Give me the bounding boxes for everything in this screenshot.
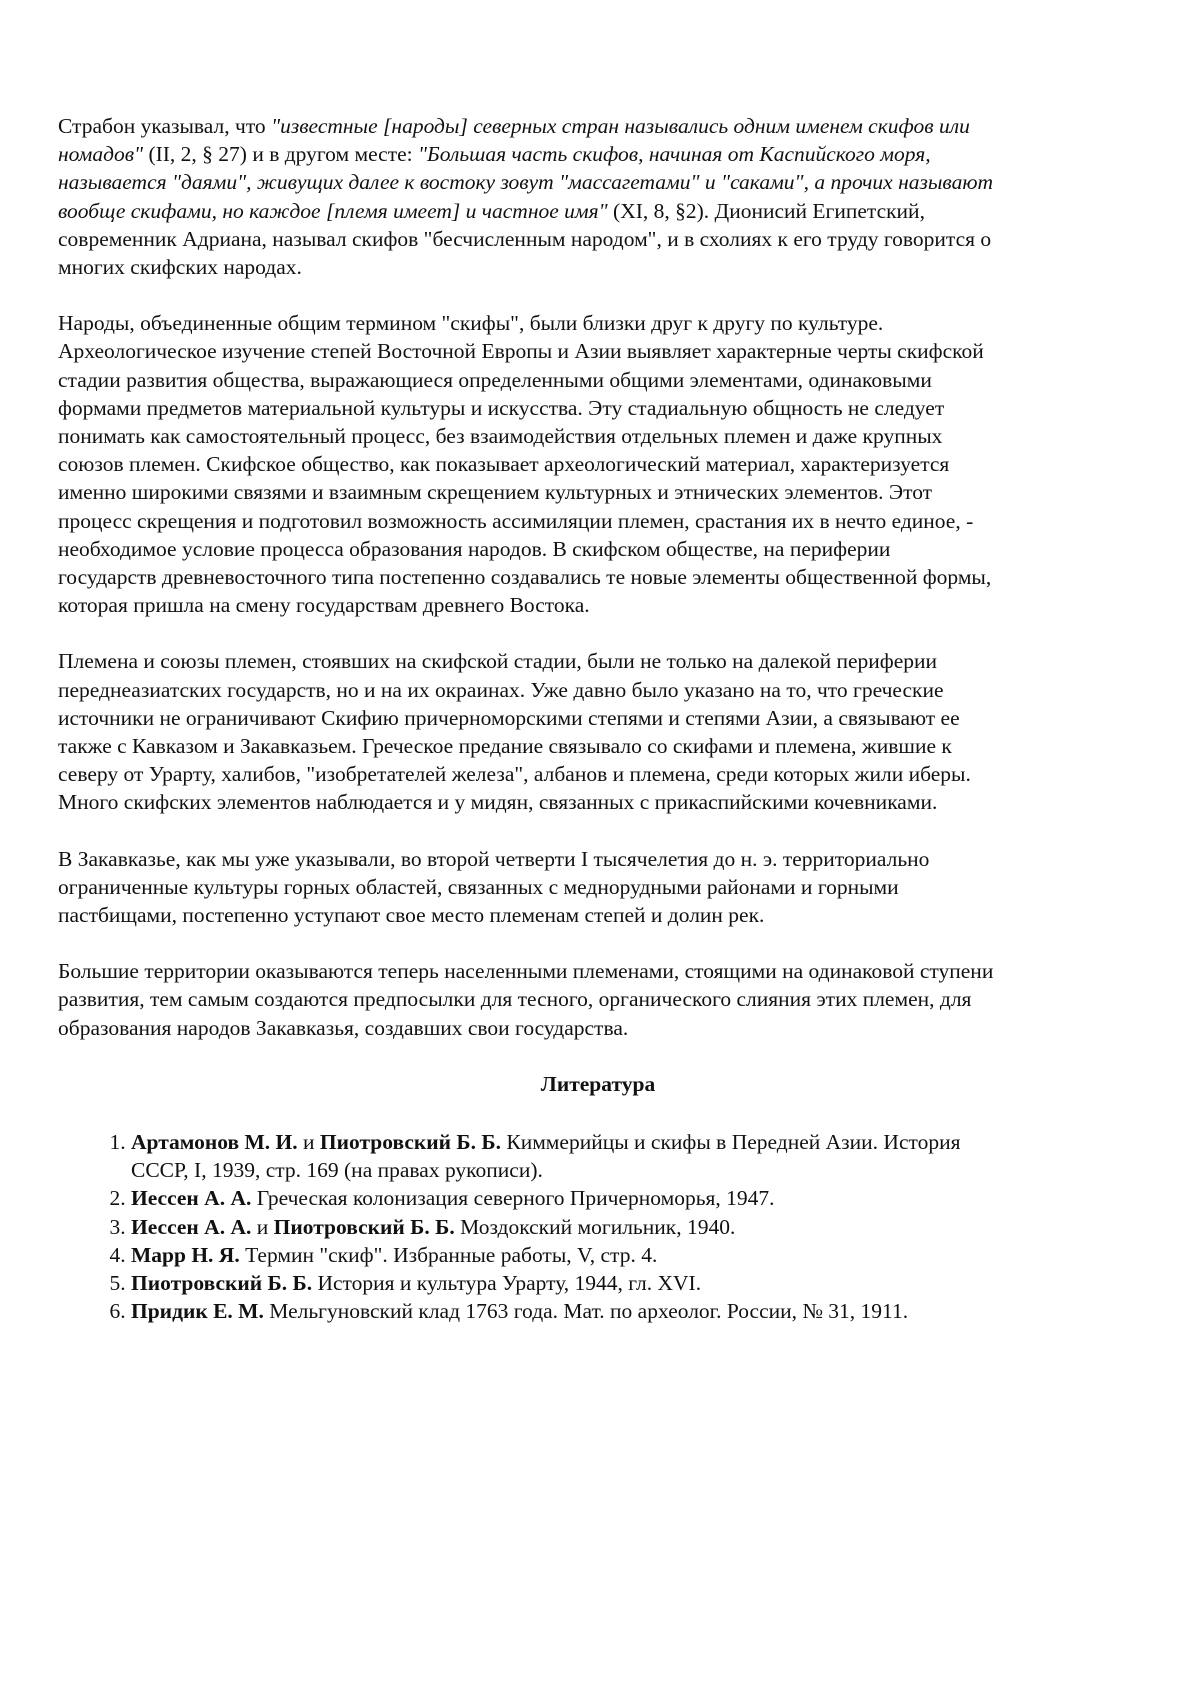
- literature-line: [131, 1128, 1138, 1156]
- text-line: [58, 197, 1138, 225]
- document-page: [58, 112, 1138, 1325]
- text-line: [58, 450, 1138, 478]
- text-segment: северу от Урарту, халибов, "изобретателей железа", албанов и племена, среди которых жили иберы.: [58, 762, 971, 787]
- text-line: [58, 168, 1138, 196]
- text-segment: стадии развития общества, выражающиеся определенными общими элементами, одинаковыми: [58, 367, 932, 392]
- text-line: [58, 507, 1138, 535]
- citation-text: Моздокский могильник, 1940.: [454, 1214, 736, 1239]
- literature-item: [131, 1128, 1138, 1184]
- paragraph: [58, 957, 1138, 1042]
- text-segment: необходимое условие процесса образования народов. В скифском обществе, на периферии: [58, 536, 891, 561]
- literature-heading: Литература: [540, 1071, 656, 1096]
- text-segment: развития, тем самым создаются предпосылки для тесного, органического слияния этих племен, для: [58, 987, 972, 1012]
- text-line: [58, 253, 1138, 281]
- literature-line: [131, 1269, 1138, 1297]
- author-name: Пиотровский Б. Б.: [273, 1214, 455, 1239]
- citation-text: Термин "скиф". Избранные работы, V, стр. 4.: [239, 1242, 658, 1267]
- literature-item: [131, 1269, 1138, 1297]
- text-line: [58, 1014, 1138, 1042]
- text-line: [58, 704, 1138, 732]
- text-line: [58, 309, 1138, 337]
- body-text: [58, 112, 1138, 1042]
- text-segment: многих скифских народах.: [58, 255, 302, 280]
- citation-text: СССР, I, 1939, стр. 169 (на правах рукописи).: [131, 1158, 543, 1183]
- italic-quote: "Большая часть скифов, начиная от Каспийского моря,: [418, 142, 931, 167]
- text-line: [58, 112, 1138, 140]
- text-segment: процесс скрещения и подготовил возможность ассимиляции племен, срастания их в нечто единое, -: [58, 508, 974, 533]
- author-name: Иессен А. А.: [131, 1214, 252, 1239]
- author-name: Придик Е. М.: [131, 1299, 264, 1324]
- text-segment: государств древневосточного типа постепенно создавались те новые элементы общественной формы,: [58, 565, 992, 590]
- text-line: [58, 140, 1138, 168]
- text-line: [58, 873, 1138, 901]
- text-line: [58, 788, 1138, 816]
- author-name: Пиотровский Б. Б.: [131, 1270, 313, 1295]
- text-line: [58, 366, 1138, 394]
- text-segment: Народы, объединенные общим термином "скифы", были близки друг к другу по культуре.: [58, 311, 884, 336]
- italic-quote: вообще скифами, но каждое [племя имеет] и частное имя": [58, 198, 608, 223]
- text-segment: понимать как самостоятельный процесс, без взаимодействия отдельных племен и даже крупных: [58, 424, 943, 449]
- text-line: [58, 422, 1138, 450]
- text-segment: Большие территории оказываются теперь населенными племенами, стоящими на одинаковой ступени: [58, 959, 994, 984]
- literature-line: [131, 1184, 1138, 1212]
- citation-text: Киммерийцы и скифы в Передней Азии. История: [500, 1129, 961, 1154]
- literature-list: [58, 1128, 1138, 1325]
- text-segment: современник Адриана, называл скифов "бесчисленным народом", и в схолиях к его труду говорится о: [58, 226, 992, 251]
- text-segment: источники не ограничивают Скифию причерноморскими степями и степями Азии, а связывают ее: [58, 705, 960, 730]
- text-segment: именно широкими связями и взаимным скрещением культурных и этнических элементов. Этот: [58, 480, 933, 505]
- literature-line: [131, 1241, 1138, 1269]
- paragraph: [58, 845, 1138, 930]
- text-line: [58, 478, 1138, 506]
- paragraph: [58, 647, 1138, 816]
- literature-item: [131, 1297, 1138, 1325]
- text-line: [58, 337, 1138, 365]
- italic-quote: "известные [народы] северных стран назывались одним именем скифов или: [271, 114, 970, 138]
- text-line: [58, 901, 1138, 929]
- italic-quote: номадов": [58, 142, 144, 167]
- text-line: [58, 985, 1138, 1013]
- text-segment: В Закавказье, как мы уже указывали, во второй четверти I тысячелетия до н. э. территориально: [58, 846, 930, 871]
- text-segment: (XI, 8, §2). Дионисий Египетский,: [607, 198, 925, 223]
- text-segment: переднеазиатских государств, но и на их окраинах. Уже давно было указано на то, что греческие: [58, 677, 944, 702]
- text-line: [58, 647, 1138, 675]
- text-segment: Племена и союзы племен, стоявших на скифской стадии, были не только на далекой периферии: [58, 649, 938, 674]
- literature-item: [131, 1184, 1138, 1212]
- text-line: [58, 732, 1138, 760]
- text-line: [58, 535, 1138, 563]
- text-segment: формами предметов материальной культуры и искусства. Эту стадиальную общность не следует: [58, 395, 945, 420]
- text-line: [58, 676, 1138, 704]
- author-name: Пиотровский Б. Б.: [319, 1129, 501, 1154]
- paragraph: [58, 112, 1138, 281]
- text-line: [58, 760, 1138, 788]
- author-name: Иессен А. А.: [131, 1186, 252, 1211]
- citation-text: История и культура Урарту, 1944, гл. XVI.: [312, 1270, 702, 1295]
- citation-text: Греческая колонизация северного Причерноморья, 1947.: [251, 1186, 775, 1211]
- text-segment: также с Кавказом и Закавказьем. Греческое предание связывало со скифами и племена, жившие к: [58, 734, 952, 759]
- text-line: [58, 845, 1138, 873]
- text-segment: Археологическое изучение степей Восточной Европы и Азии выявляет характерные черты скифской: [58, 339, 984, 364]
- author-name: Марр Н. Я.: [131, 1242, 240, 1267]
- citation-text: Мельгуновский клад 1763 года. Мат. по археолог. России, № 31, 1911.: [263, 1299, 909, 1324]
- text-segment: ограниченные культуры горных областей, связанных с меднорудными районами и горными: [58, 874, 899, 899]
- author-name: Артамонов М. И.: [131, 1129, 298, 1154]
- paragraph: [58, 309, 1138, 619]
- text-segment: образования народов Закавказья, создавших свои государства.: [58, 1015, 629, 1040]
- italic-quote: называется "даями", живущих далее к востоку зовут "массагетами" и "саками", а прочих называют: [58, 170, 994, 195]
- literature-item: [131, 1241, 1138, 1269]
- text-segment: союзов племен. Скифское общество, как показывает археологический материал, характеризуется: [58, 452, 950, 477]
- literature-line: [131, 1213, 1138, 1241]
- literature-line: [131, 1156, 1138, 1184]
- text-line: [58, 394, 1138, 422]
- text-segment: Страбон указывал, что: [58, 114, 272, 138]
- text-line: [58, 957, 1138, 985]
- text-segment: (II, 2, § 27) и в другом месте:: [143, 142, 419, 167]
- text-segment: которая пришла на смену государствам древнего Востока.: [58, 593, 590, 618]
- text-segment: пастбищами, постепенно уступают свое место племенам степей и долин рек.: [58, 903, 765, 928]
- text-segment: Много скифских элементов наблюдается и у мидян, связанных с прикаспийскими кочевниками.: [58, 790, 938, 815]
- citation-text: и: [251, 1214, 274, 1239]
- citation-text: и: [297, 1129, 320, 1154]
- text-line: [58, 563, 1138, 591]
- text-line: [58, 225, 1138, 253]
- literature-line: [131, 1297, 1138, 1325]
- literature-item: [131, 1213, 1138, 1241]
- text-line: [58, 591, 1138, 619]
